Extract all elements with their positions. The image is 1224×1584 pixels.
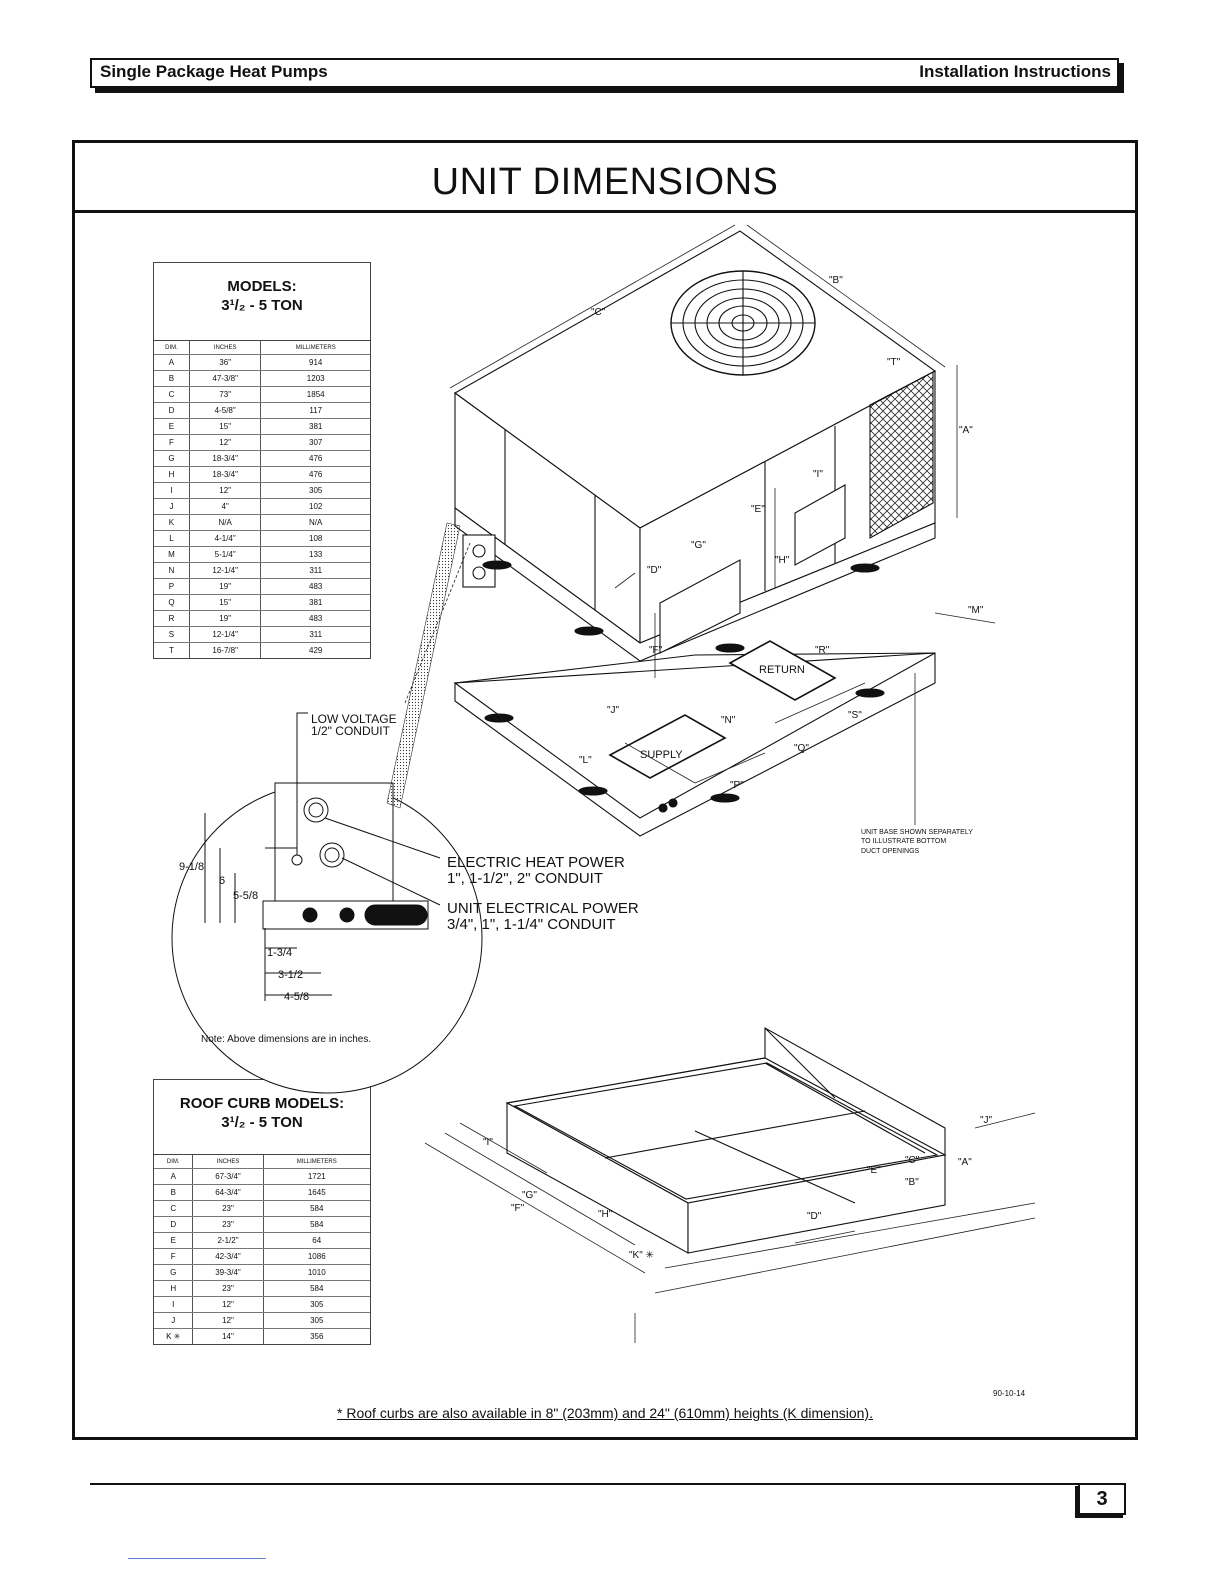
models-table-cell: 483: [261, 611, 370, 627]
curb-label-a: "A": [958, 1157, 972, 1168]
curb-table-cell: 584: [263, 1217, 370, 1233]
curb-label-g: "G": [522, 1190, 537, 1201]
curb-caption-line2: 3¹/₂ - 5 TON: [221, 1114, 303, 1131]
models-table-cell: 47-3/8": [189, 371, 260, 387]
models-table-cell: 19": [189, 579, 260, 595]
curb-table-cell: A: [154, 1169, 193, 1185]
unit-label-s: "S": [848, 710, 862, 721]
electric-heat-label: ELECTRIC HEAT POWER: [447, 854, 625, 871]
dim-5-5-8: 5-5/8: [233, 890, 259, 902]
models-table-cell: Q: [154, 595, 189, 611]
curb-label-h: "H": [598, 1209, 613, 1220]
base-note-line2: TO ILLUSTRATE BOTTOM: [861, 838, 947, 845]
curb-table-cell: 64-3/4": [193, 1185, 263, 1201]
part-number: 90-10-14: [993, 1389, 1026, 1398]
roof-curb-footnote-text: * Roof curbs are also available in 8" (203mm) and 24" (610mm) heights (K dimension).: [337, 1405, 873, 1421]
header-left-title: Single Package Heat Pumps: [100, 62, 328, 81]
dim-4-5-8: 4-5/8: [284, 991, 310, 1003]
curb-table-cell: D: [154, 1217, 193, 1233]
models-table-cell: 1854: [261, 387, 370, 403]
unit-dimensions-figure: [72, 140, 1138, 1440]
unit-electrical-label: UNIT ELECTRICAL POWER: [447, 900, 639, 917]
curb-caption-line1: ROOF CURB MODELS:: [179, 1095, 345, 1112]
models-table-header-2: MILLIMETERS: [261, 341, 370, 355]
models-table-cell: 1203: [261, 371, 370, 387]
figure-title: UNIT DIMENSIONS: [431, 161, 779, 203]
curb-table-header-0: DIM.: [154, 1155, 193, 1169]
dim-1-3-4: 1-3/4: [267, 947, 293, 959]
models-table-cell: S: [154, 627, 189, 643]
line-drawings: [75, 143, 1135, 1437]
curb-table-cell: E: [154, 1233, 193, 1249]
curb-table-cell: 67-3/4": [193, 1169, 263, 1185]
unit-label-a: "A": [959, 425, 973, 436]
curb-table-cell: G: [154, 1265, 193, 1281]
models-table-cell: 307: [261, 435, 370, 451]
unit-label-l: "L": [579, 755, 592, 766]
dim-3-1-2: 3-1/2: [278, 969, 304, 981]
curb-table-cell: 584: [263, 1281, 370, 1297]
models-table-cell: 117: [261, 403, 370, 419]
curb-table-cell: 1010: [263, 1265, 370, 1281]
unit-label-h: "H": [775, 555, 790, 566]
models-table-cell: 12-1/4": [189, 563, 260, 579]
unit-label-b: "B": [829, 275, 843, 286]
curb-table-cell: 23": [193, 1217, 263, 1233]
curb-table-cell: J: [154, 1313, 193, 1329]
curb-table-cell: 64: [263, 1233, 370, 1249]
models-table-cell: N: [154, 563, 189, 579]
unit-label-r: "R": [815, 645, 830, 656]
models-caption-line1: MODELS:: [227, 278, 297, 295]
unit-label-i: "I": [813, 469, 823, 480]
models-table-cell: 483: [261, 579, 370, 595]
curb-table-cell: 356: [310, 1332, 324, 1341]
models-table-cell: H: [154, 467, 189, 483]
models-table-cell: C: [154, 387, 189, 403]
models-table-cell: 381: [261, 419, 370, 435]
models-table-cell: P: [154, 579, 189, 595]
models-table-cell: 914: [261, 355, 370, 371]
unit-label-p: "P": [730, 780, 744, 791]
curb-table-cell: 23": [193, 1201, 263, 1217]
roof-curb-drawing: [507, 1028, 945, 1253]
supply-label: SUPPLY: [640, 749, 683, 761]
dim-9-1-8: 9-1/8: [179, 861, 205, 873]
curb-table-cell: 12": [193, 1297, 263, 1313]
models-table-cell: F: [154, 435, 189, 451]
curb-table-cell: 2-1/2": [193, 1233, 263, 1249]
curb-table-cell: 12": [193, 1313, 263, 1329]
heat-pump-unit-drawing: [455, 231, 935, 661]
dim-6: 6: [219, 875, 226, 887]
unit-label-f: "F": [649, 645, 663, 656]
curb-label-d: "D": [807, 1211, 822, 1222]
models-table-cell: D: [154, 403, 189, 419]
base-note-line3: DUCT OPENINGS: [861, 848, 920, 855]
curb-table-header-1: INCHES: [193, 1155, 263, 1169]
models-table-cell: 311: [261, 627, 370, 643]
models-table-cell: N/A: [189, 515, 260, 531]
models-table-cell: 305: [261, 483, 370, 499]
footer-rule: [90, 1483, 1110, 1485]
models-table-cell: 16-7/8": [189, 643, 260, 659]
dimension-note: Note: Above dimensions are in inches.: [201, 1034, 372, 1045]
models-table-cell: 15": [189, 419, 260, 435]
models-table-cell: 18-3/4": [189, 467, 260, 483]
page-number: 3: [1078, 1483, 1126, 1515]
models-table-cell: R: [154, 611, 189, 627]
curb-table-cell: 23": [193, 1281, 263, 1297]
models-table-cell: I: [154, 483, 189, 499]
unit-label-m: "M": [968, 605, 984, 616]
return-label: RETURN: [759, 664, 805, 676]
models-table-cell: 12-1/4": [189, 627, 260, 643]
unit-label-g: "G": [691, 540, 706, 551]
curb-table-cell: H: [154, 1281, 193, 1297]
models-table-cell: 12": [189, 435, 260, 451]
models-table-cell: K: [154, 515, 189, 531]
models-caption-line2: 3¹/₂ - 5 TON: [221, 297, 303, 314]
detail-connector: [387, 523, 460, 808]
curb-table-cell: 1721: [263, 1169, 370, 1185]
models-table-cell: 381: [261, 595, 370, 611]
models-table-cell: 476: [261, 451, 370, 467]
models-table-cell: B: [154, 371, 189, 387]
curb-table-cell: F: [154, 1249, 193, 1265]
curb-table-header-2: MILLIMETERS: [263, 1155, 370, 1169]
models-table-header-0: DIM.: [154, 341, 189, 355]
models-table-cell: 133: [261, 547, 370, 563]
models-table-cell: 19": [189, 611, 260, 627]
base-note-line1: UNIT BASE SHOWN SEPARATELY: [861, 829, 973, 836]
curb-table-cell: C: [154, 1201, 193, 1217]
curb-table-cell: I: [154, 1297, 193, 1313]
page-header: [90, 58, 1119, 88]
curb-table-cell: 14": [193, 1329, 263, 1345]
curb-label-b: "B": [905, 1177, 919, 1188]
models-table-cell: 73": [189, 387, 260, 403]
roof-curb-footnote: [75, 1405, 1135, 1421]
curb-label-j: "J": [980, 1115, 993, 1126]
unit-base-drawing: [455, 641, 935, 836]
models-table-cell: 36": [189, 355, 260, 371]
low-voltage-conduit-label: 1/2" CONDUIT: [311, 724, 390, 738]
models-table-cell: 4-5/8": [189, 403, 260, 419]
unit-label-t: "T": [887, 357, 901, 368]
curb-table-cell: 305: [263, 1297, 370, 1313]
models-table-cell: 429: [309, 646, 323, 655]
curb-table-cell: B: [154, 1185, 193, 1201]
models-table-cell: 102: [261, 499, 370, 515]
unit-label-j: "J": [607, 705, 620, 716]
unit-label-n: "N": [721, 715, 736, 726]
curb-label-k: "K" ✳: [629, 1250, 654, 1261]
unit-base-note: [861, 829, 973, 855]
curb-table-cell: 1645: [263, 1185, 370, 1201]
models-table-cell: 15": [189, 595, 260, 611]
unit-label-c: "C": [591, 307, 606, 318]
footer-link-rule: [128, 1558, 266, 1559]
unit-electrical-conduit-label: 3/4", 1", 1-1/4" CONDUIT: [447, 916, 616, 933]
curb-table-cell: 42-3/4": [193, 1249, 263, 1265]
models-table-cell: 311: [261, 563, 370, 579]
models-table-cell: T: [154, 643, 189, 659]
electric-heat-conduit-label: 1", 1-1/2", 2" CONDUIT: [447, 870, 604, 887]
header-right-title: Installation Instructions: [919, 62, 1111, 81]
curb-label-i: "I": [483, 1137, 493, 1148]
models-table-cell: 4": [189, 499, 260, 515]
models-table-cell: 476: [261, 467, 370, 483]
models-table-cell: N/A: [261, 515, 370, 531]
curb-label-f: "F": [511, 1203, 525, 1214]
models-table-cell: G: [154, 451, 189, 467]
models-table-cell: J: [154, 499, 189, 515]
models-table-cell: M: [154, 547, 189, 563]
models-table-cell: 5-1/4": [189, 547, 260, 563]
curb-label-e: "E": [867, 1165, 881, 1176]
models-table-cell: 108: [261, 531, 370, 547]
models-table-cell: 18-3/4": [189, 451, 260, 467]
curb-table-cell: 584: [263, 1201, 370, 1217]
models-table-cell: 4-1/4": [189, 531, 260, 547]
curb-table-cell: K ✳: [154, 1329, 193, 1345]
models-table-cell: L: [154, 531, 189, 547]
models-table-header-1: INCHES: [189, 341, 260, 355]
low-voltage-label: LOW VOLTAGE: [311, 712, 397, 726]
models-table-cell: A: [154, 355, 189, 371]
curb-table-cell: 39-3/4": [193, 1265, 263, 1281]
unit-label-d: "D": [647, 565, 662, 576]
curb-table-cell: 1086: [263, 1249, 370, 1265]
unit-label-e: "E": [751, 504, 765, 515]
models-table-cell: E: [154, 419, 189, 435]
models-table-cell: 12": [189, 483, 260, 499]
curb-table-cell: 305: [263, 1313, 370, 1329]
unit-label-q: "Q": [794, 743, 809, 754]
curb-label-c: "C": [905, 1155, 920, 1166]
